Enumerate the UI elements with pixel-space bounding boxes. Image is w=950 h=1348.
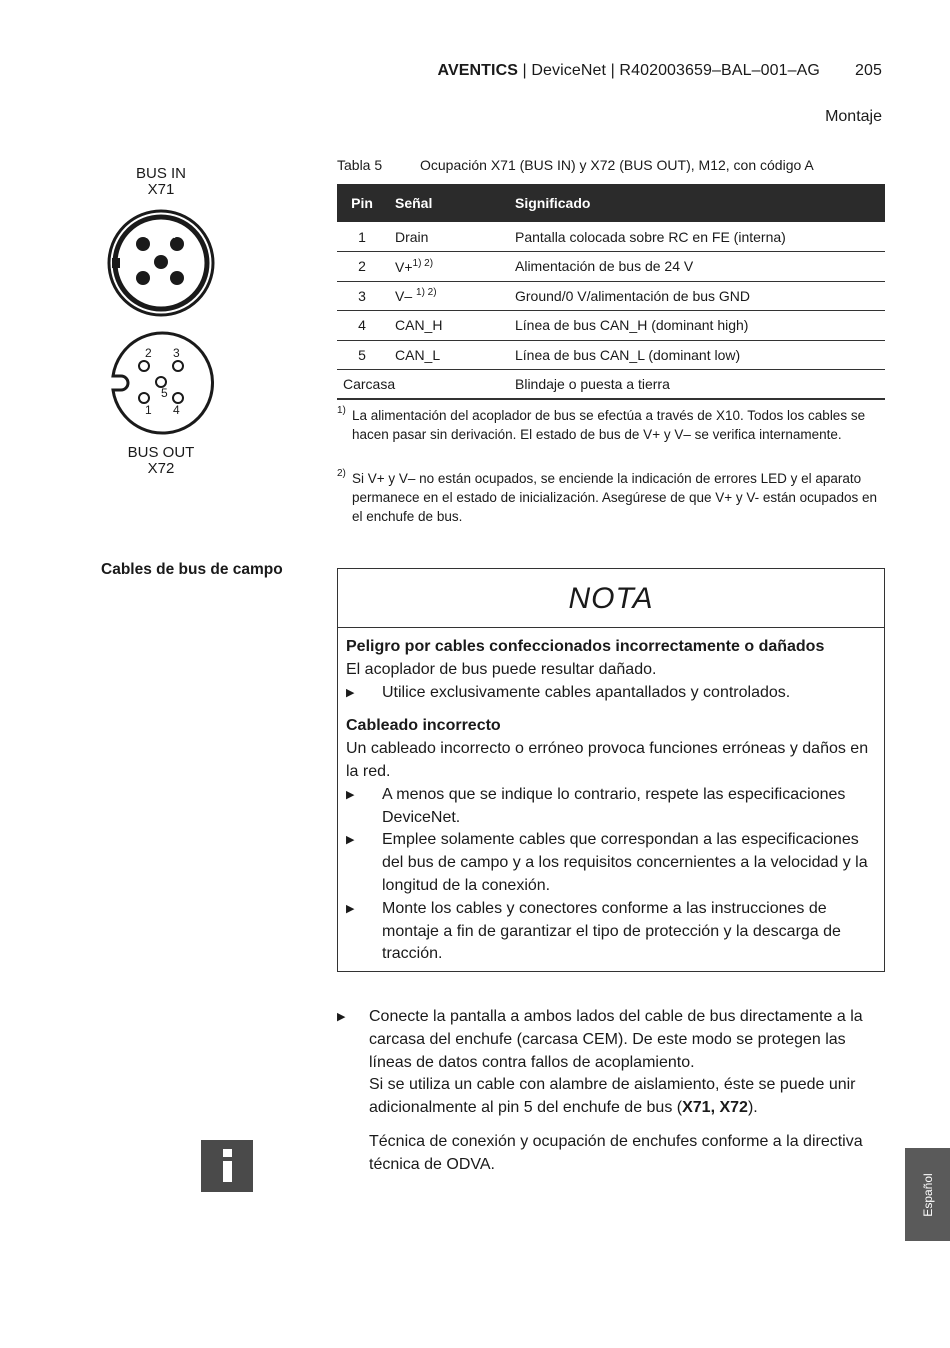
triangle-right-icon: ▶ <box>346 834 355 847</box>
header-signal: Señal <box>387 184 507 222</box>
footnote-2 <box>337 469 885 526</box>
bus-out-pin-1-label: 1 <box>145 403 152 417</box>
triangle-right-icon: ▶ <box>337 1011 346 1023</box>
notice-bullet <box>346 784 876 830</box>
bus-in-connector-diagram <box>106 208 216 318</box>
bus-in-pin-5 <box>154 255 168 269</box>
bus-in-pin-5-label: 5 <box>158 269 165 283</box>
language-tab <box>905 1148 950 1241</box>
notice-bullet <box>346 829 876 897</box>
notice-bullet-text: A menos que se indique lo contrario, respete las especificaciones DeviceNet. <box>382 785 846 826</box>
row-pin: 2 <box>337 252 387 282</box>
table-row <box>337 340 885 370</box>
page-number: 205 <box>855 62 882 79</box>
info-text: Técnica de conexión y ocupación de enchufes conforme a la directiva técnica de ODVA. <box>369 1133 863 1173</box>
bus-out-pin-5-label: 5 <box>161 386 168 400</box>
row-meaning: Alimentación de bus de 24 V <box>507 252 885 282</box>
bus-out-pin-3 <box>173 361 183 371</box>
row-signal <box>387 252 507 282</box>
row-housing-label: Carcasa <box>337 370 507 400</box>
row-meaning: Línea de bus CAN_H (dominant high) <box>507 311 885 341</box>
bus-out-pin-2 <box>139 361 149 371</box>
bus-out-pin-2-label: 2 <box>145 346 152 360</box>
document-id: | DeviceNet | R402003659–BAL–001–AG <box>518 62 820 79</box>
notice-bullet-text: Utilice exclusivamente cables apantallados y controlados. <box>382 683 791 701</box>
notice-bullet <box>346 898 876 966</box>
section-title: Montaje <box>825 108 882 125</box>
notice-body <box>338 628 884 966</box>
row-housing-meaning: Blindaje o puesta a tierra <box>507 370 885 400</box>
instruction-connector-ref: X71, X72 <box>682 1099 748 1117</box>
footnote-1 <box>337 406 885 444</box>
instruction-text-2 <box>369 1074 885 1120</box>
row-signal-footnote-ref: 1) 2) <box>412 257 434 269</box>
footnote-2-mark: 2) <box>337 468 346 479</box>
table-row <box>337 252 885 282</box>
footnote-2-text: Si V+ y V– no están ocupados, se enciende la indicación de errores LED y el aparato permanece en el estado de inicialización. Asegúrese de que V+ y V- están ocupados en el enchufe de bus. <box>352 471 877 524</box>
brand-name: AVENTICS <box>437 62 519 79</box>
row-signal-text: V– <box>395 288 413 305</box>
table-caption-number: Tabla 5 <box>337 157 383 173</box>
bus-out-pin-3-label: 3 <box>173 346 180 360</box>
footnote-1-mark: 1) <box>337 405 346 416</box>
bus-out-pin-4 <box>173 393 183 403</box>
table-caption <box>337 157 814 173</box>
side-heading: Cables de bus de campo <box>101 561 283 578</box>
row-signal <box>387 311 507 341</box>
instruction-text-2b: ). <box>747 1099 758 1117</box>
instruction-bullet <box>337 1006 885 1120</box>
notice-block2-heading: Cableado incorrecto <box>346 717 501 735</box>
bus-in-pin-4-label: 4 <box>170 227 177 241</box>
triangle-right-icon: ▶ <box>346 686 355 699</box>
row-pin: 1 <box>337 222 387 252</box>
row-meaning: Línea de bus CAN_L (dominant low) <box>507 340 885 370</box>
pin-assignment-table <box>337 184 885 400</box>
bus-in-line1: BUS IN <box>135 165 186 182</box>
row-signal <box>387 340 507 370</box>
bus-out-pin-1 <box>139 393 149 403</box>
header-meaning: Significado <box>507 184 885 222</box>
info-icon <box>201 1140 253 1192</box>
instruction-text-1: Conecte la pantalla a ambos lados del cable de bus directamente a la carcasa del enchufe (carcasa CEM). De este modo se protegen las líneas de datos contra fallos de acoplamiento. <box>369 1008 863 1071</box>
language-tab-label: Español <box>920 1172 935 1217</box>
notice-bullet <box>346 682 876 705</box>
row-signal <box>387 222 507 252</box>
table-caption-title: Ocupación X71 (BUS IN) y X72 (BUS OUT), M12, con código A <box>420 157 814 173</box>
bus-in-pin-3-label: 3 <box>168 282 175 296</box>
table-row <box>337 222 885 252</box>
footnote-1-text: La alimentación del acoplador de bus se efectúa a través de X10. Todos los cables se hacen pasar sin derivación. El estado de bus de V+ y V– se verifica internamente. <box>352 408 866 442</box>
row-meaning: Pantalla colocada sobre RC en FE (interna) <box>507 222 885 252</box>
bus-out-line1: BUS OUT <box>127 444 195 461</box>
bus-out-pin-4-label: 4 <box>173 403 180 417</box>
row-signal-text: CAN_H <box>395 317 443 334</box>
instruction-text-2a: Si se utiliza un cable con alambre de aislamiento, éste se puede unir adicionalmente al pin 5 del enchufe de bus ( <box>369 1076 856 1117</box>
row-signal <box>387 281 507 311</box>
row-signal-footnote-ref: 1) 2) <box>416 287 437 299</box>
row-signal-text: V+ <box>395 258 413 275</box>
bus-in-line2: X71 <box>147 181 175 198</box>
notice-box <box>337 568 885 972</box>
table-row <box>337 281 885 311</box>
table-row-housing <box>337 370 885 400</box>
bus-out-line2: X72 <box>147 460 175 477</box>
row-pin: 4 <box>337 311 387 341</box>
table-header-row <box>337 184 885 222</box>
notice-block1-heading: Peligro por cables confeccionados incorrectamente o dañados <box>346 638 825 655</box>
triangle-right-icon: ▶ <box>346 902 355 915</box>
notice-title: NOTA <box>338 569 884 628</box>
page-header <box>438 62 883 80</box>
notice-block1-text: El acoplador de bus puede resultar dañado. <box>346 660 657 678</box>
triangle-right-icon: ▶ <box>346 788 355 801</box>
row-signal-text: CAN_L <box>395 346 441 363</box>
table-row <box>337 311 885 341</box>
notice-bullet-text: Emplee solamente cables que correspondan a las especificaciones del bus de campo y a los requisitos concernientes a la velocidad y la longitud de la conexión. <box>382 831 868 894</box>
row-pin: 5 <box>337 340 387 370</box>
bus-in-pin-1-label: 1 <box>145 227 152 241</box>
bus-in-pin-2-label: 2 <box>146 282 153 296</box>
row-meaning: Ground/0 V/alimentación de bus GND <box>507 281 885 311</box>
bus-in-label <box>106 166 216 198</box>
row-signal-text: Drain <box>395 228 429 245</box>
header-pin: Pin <box>337 184 387 222</box>
bus-out-label <box>106 445 216 477</box>
row-pin: 3 <box>337 281 387 311</box>
bus-out-connector-diagram <box>106 328 216 438</box>
notice-block2-text: Un cableado incorrecto o erróneo provoca funciones erróneas y daños en la red. <box>346 740 869 780</box>
notice-bullet-text: Monte los cables y conectores conforme a las instrucciones de montaje a fin de garantizar el tipo de protección y la descarga de tracción. <box>382 899 841 963</box>
